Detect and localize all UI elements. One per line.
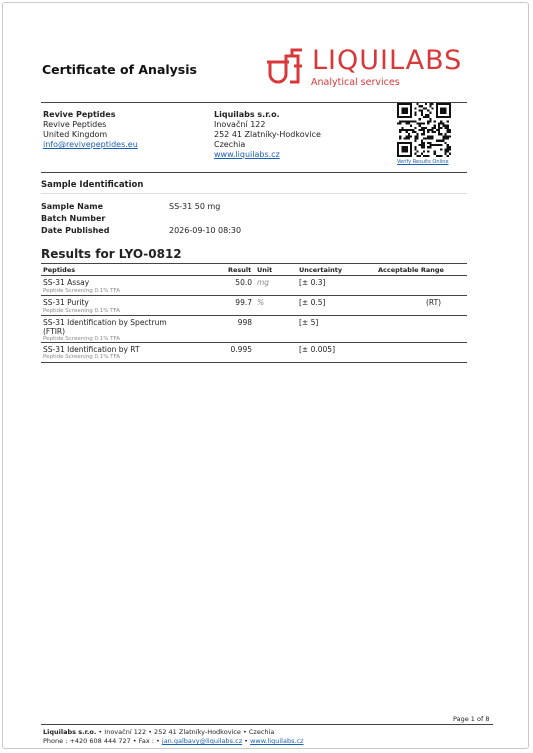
uncertainty-value: [± 0.3]: [299, 278, 326, 287]
method-name: Peptide Screening 0.1% TFA: [43, 336, 120, 342]
client-email-link[interactable]: info@revivepeptides.eu: [43, 140, 138, 149]
results-heading: Results for LYO-0812: [41, 247, 182, 261]
lab-line: Inovační 122: [214, 120, 266, 129]
method-name: Peptide Screening 0.1% TFA: [43, 308, 120, 314]
footer-separator: •: [242, 737, 251, 745]
row-rule: [41, 295, 467, 296]
flask-logo-icon: [264, 44, 310, 90]
sample-divider: [41, 193, 467, 194]
footer-company: Liquilabs s.r.o.: [43, 728, 97, 736]
sample-heading: Sample Identification: [41, 180, 144, 190]
uncertainty-value: [± 0.5]: [299, 298, 326, 307]
peptide-name: SS-31 Purity: [43, 298, 89, 307]
result-value: 50.0: [235, 278, 252, 287]
range-value: (RT): [426, 298, 442, 307]
unit-value: %: [257, 298, 265, 307]
peptide-name-cont: (FTIR): [43, 327, 66, 336]
liquilabs-logo: [264, 44, 474, 94]
column-header: Uncertainty: [299, 266, 343, 274]
sample-name-label: Sample Name: [41, 202, 104, 211]
table-top-rule: [41, 263, 467, 264]
footer-phone: Phone : +420 608 444 727 • Fax : •: [43, 737, 162, 745]
footer-address: [43, 728, 274, 736]
client-address: [43, 110, 138, 150]
footer-rule: [41, 724, 493, 725]
client-name: Revive Peptides: [43, 110, 116, 119]
client-line: Revive Peptides: [43, 120, 107, 129]
sample-name-value: SS-31 50 mg: [169, 202, 221, 211]
lab-name: Liquilabs s.r.o.: [214, 110, 280, 119]
footer-address-text: • Inovační 122 • 252 41 Zlatníky-Hodkovice • Czechia: [96, 728, 275, 736]
uncertainty-value: [± 5]: [299, 318, 319, 327]
section-divider: [41, 172, 467, 173]
footer-website-link[interactable]: www.liquilabs.cz: [250, 737, 304, 745]
result-value: 0.995: [230, 345, 252, 354]
column-header: Result: [228, 266, 252, 274]
peptide-name: SS-31 Assay: [43, 278, 90, 287]
verify-results-link[interactable]: Verify Results Online: [397, 159, 449, 165]
column-header: Unit: [257, 266, 273, 274]
date-published-value: 2026-09-10 08:30: [169, 226, 242, 235]
column-header: Peptides: [43, 266, 76, 274]
brand-tagline: Analytical services: [311, 77, 400, 88]
peptide-name: SS-31 Identification by RT: [43, 345, 140, 354]
lab-line: 252 41 Zlatníky-Hodkovice: [214, 130, 321, 139]
row-rule: [41, 362, 467, 363]
method-name: Peptide Screening 0.1% TFA: [43, 354, 120, 360]
peptide-name: SS-31 Identification by Spectrum: [43, 318, 167, 327]
unit-value: mg: [257, 278, 270, 287]
qr-code-icon[interactable]: [397, 103, 451, 157]
footer-email-link[interactable]: jan.galbavy@liquilabs.cz: [161, 737, 243, 745]
page-number: Page 1 of 8: [453, 715, 490, 723]
lab-website-link[interactable]: www.liquilabs.cz: [214, 150, 280, 159]
result-value: 99.7: [235, 298, 252, 307]
brand-name: LIQUILABS: [312, 45, 463, 76]
row-rule: [41, 342, 467, 343]
lab-address: [214, 110, 321, 160]
footer-contact: [43, 737, 304, 745]
lab-line: Czechia: [214, 140, 246, 149]
client-line: United Kingdom: [43, 130, 108, 139]
batch-number-label: Batch Number: [41, 214, 106, 223]
row-rule: [41, 315, 467, 316]
column-header: Acceptable Range: [378, 266, 444, 274]
result-value: 998: [237, 318, 252, 327]
table-header-rule: [41, 275, 467, 276]
date-published-label: Date Published: [41, 226, 110, 235]
document-title: Certificate of Analysis: [42, 62, 197, 77]
uncertainty-value: [± 0.005]: [299, 345, 335, 354]
method-name: Peptide Screening 0.1% TFA: [43, 288, 120, 294]
